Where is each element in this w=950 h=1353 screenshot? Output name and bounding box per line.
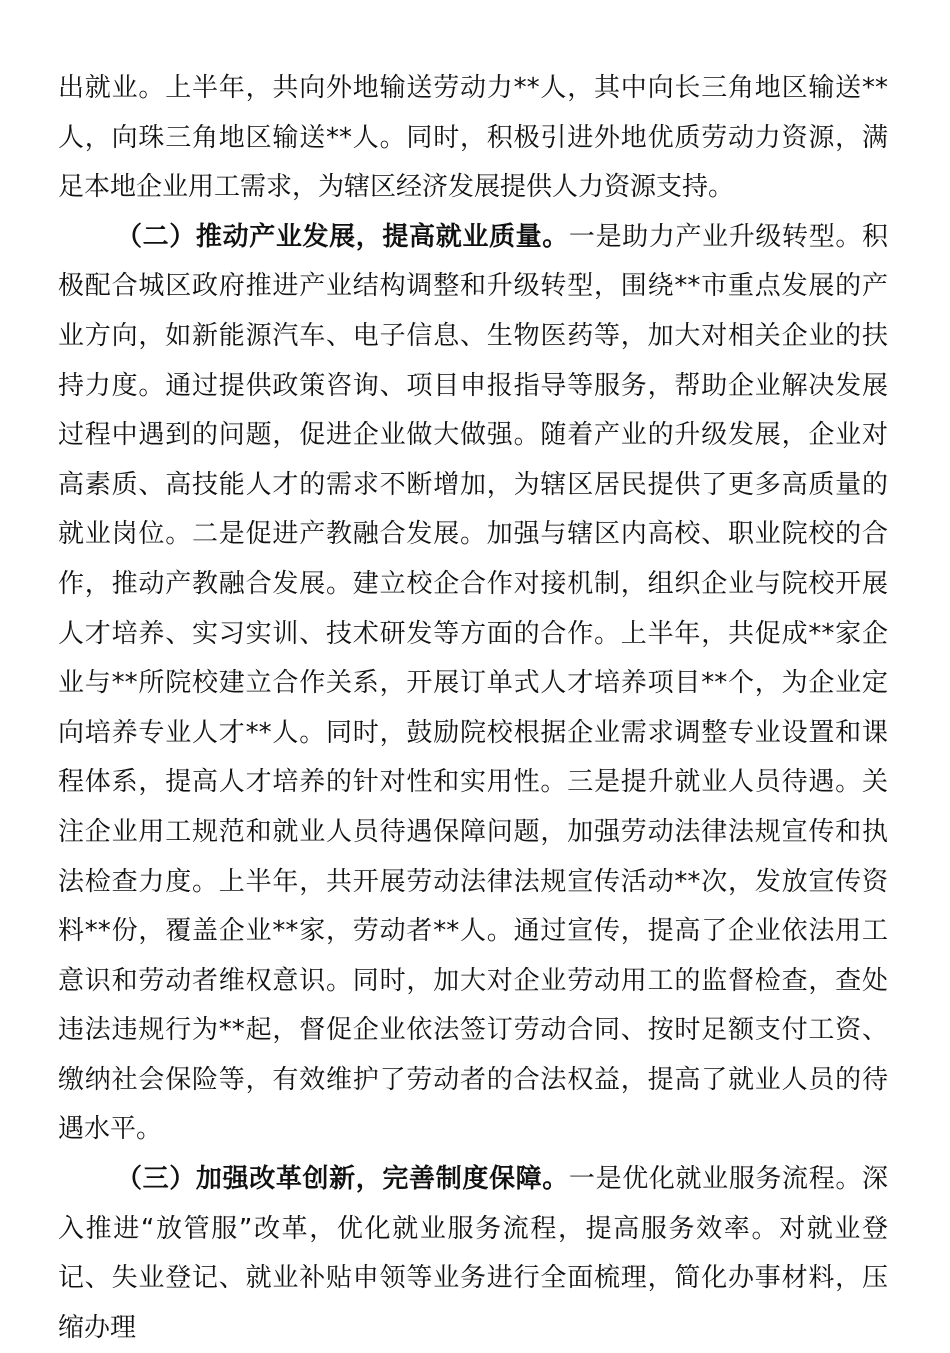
paragraph-section-2 <box>58 213 888 1155</box>
paragraph-text: 一是优化就业服务流程。深入推进“放管服”改革，优化就业服务流程，提高服务效率。对就业登记、失业登记、就业补贴申领等业务进行全面梳理，简化办事材料，压缩办理 <box>58 1164 888 1343</box>
paragraph-continuation <box>58 64 888 213</box>
paragraph-section-3 <box>58 1155 888 1353</box>
section-heading: （二）推动产业发展，提高就业质量。 <box>116 221 569 252</box>
paragraph-text: 一是助力产业升级转型。积极配合城区政府推进产业结构调整和升级转型，围绕**市重点发展的产业方向，如新能源汽车、电子信息、生物医药等，加大对相关企业的扶持力度。通过提供政策咨询、项目申报指导等服务，帮助企业解决发展过程中遇到的问题，促进企业做大做强。随着产业的升级发展，企业对高素质、高技能人才的需求不断增加，为辖区居民提供了更多高质量的就业岗位。二是促进产教融合发展。加强与辖区内高校、职业院校的合作，推动产教融合发展。建立校企合作对接机制，组织企业与院校开展人才培养、实习实训、技术研发等方面的合作。上半年，共促成**家企业与**所院校建立合作关系，开展订单式人才培养项目**个，为企业定向培养专业人才**人。同时，鼓励院校根据企业需求调整专业设置和课程体系，提高人才培养的针对性和实用性。三是提升就业人员待遇。关注企业用工规范和就业人员待遇保障问题，加强劳动法律法规宣传和执法检查力度。上半年，共开展劳动法律法规宣传活动**次，发放宣传资料**份，覆盖企业**家，劳动者**人。通过宣传，提高了企业依法用工意识和劳动者维权意识。同时，加大对企业劳动用工的监督检查，查处违法违规行为**起，督促企业依法签订劳动合同、按时足额支付工资、缴纳社会保险等，有效维护了劳动者的合法权益，提高了就业人员的待遇水平。 <box>58 221 888 1145</box>
document-body <box>58 64 888 1353</box>
paragraph-text: 出就业。上半年，共向外地输送劳动力**人，其中向长三角地区输送**人，向珠三角地区输送**人。同时，积极引进外地优质劳动力资源，满足本地企业用工需求，为辖区经济发展提供人力资源支持。 <box>58 73 888 203</box>
section-heading: （三）加强改革创新，完善制度保障。 <box>116 1164 569 1195</box>
